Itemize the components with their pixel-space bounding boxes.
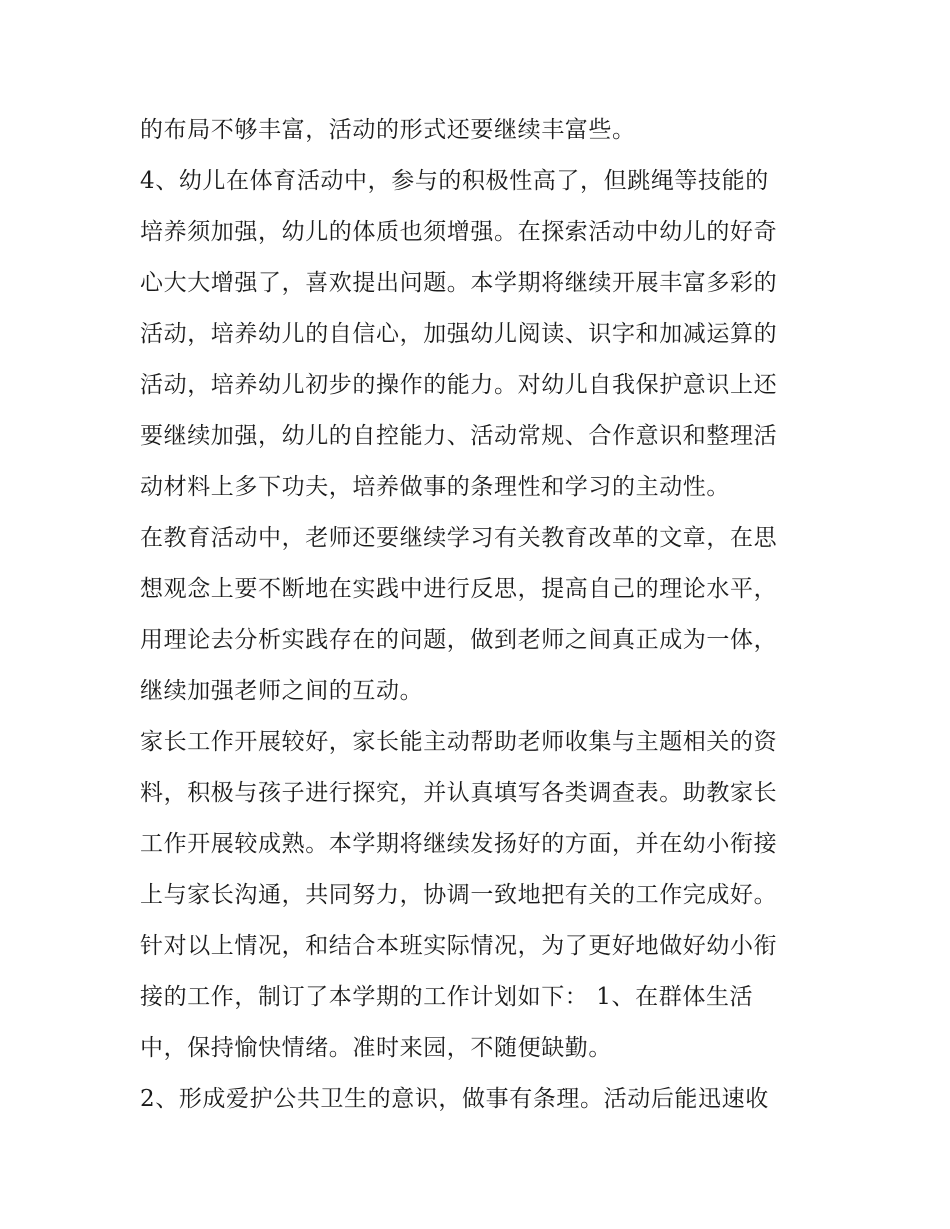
text-line: 在教育活动中，老师还要继续学习有关教育改革的文章，在思 [140,525,778,551]
text-line: 活动，培养幼儿的自信心，加强幼儿阅读、识字和加减运算的 [140,321,778,347]
text-line: 要继续加强，幼儿的自控能力、活动常规、合作意识和整理活 [140,423,778,449]
text-line: 培养须加强，幼儿的体质也须增强。在探索活动中幼儿的好奇 [140,219,778,245]
text-line: 的布局不够丰富，活动的形式还要继续丰富些。 [140,117,636,143]
body-text [140,105,820,1125]
text-line: 4、幼儿在体育活动中，参与的积极性高了，但跳绳等技能的 [140,168,769,194]
text-line: 针对以上情况，和结合本班实际情况，为了更好地做好幼小衔 [140,933,778,959]
text-line: 中，保持愉快情绪。准时来园，不随便缺勤。 [140,1035,612,1061]
text-line: 工作开展较成熟。本学期将继续发扬好的方面，并在幼小衔接 [140,831,778,857]
text-line: 继续加强老师之间的互动。 [140,678,424,704]
text-line: 想观念上要不断地在实践中进行反思，提高自己的理论水平， [140,576,778,602]
text-line: 用理论去分析实践存在的问题，做到老师之间真正成为一体， [140,627,778,653]
text-line: 上与家长沟通，共同努力，协调一致地把有关的工作完成好。 [140,882,778,908]
text-line: 家长工作开展较好，家长能主动帮助老师收集与主题相关的资 [140,729,778,755]
text-line: 接的工作，制订了本学期的工作计划如下： 1、在群体生活 [140,984,754,1010]
text-line: 动材料上多下功夫，培养做事的条理性和学习的主动性。 [140,474,730,500]
text-line: 心大大增强了，喜欢提出问题。本学期将继续开展丰富多彩的 [140,270,778,296]
text-line: 料，积极与孩子进行探究，并认真填写各类调查表。助教家长 [140,780,778,806]
text-line: 活动，培养幼儿初步的操作的能力。对幼儿自我保护意识上还 [140,372,778,398]
text-line: 2、形成爱护公共卫生的意识，做事有条理。活动后能迅速收 [140,1086,769,1112]
